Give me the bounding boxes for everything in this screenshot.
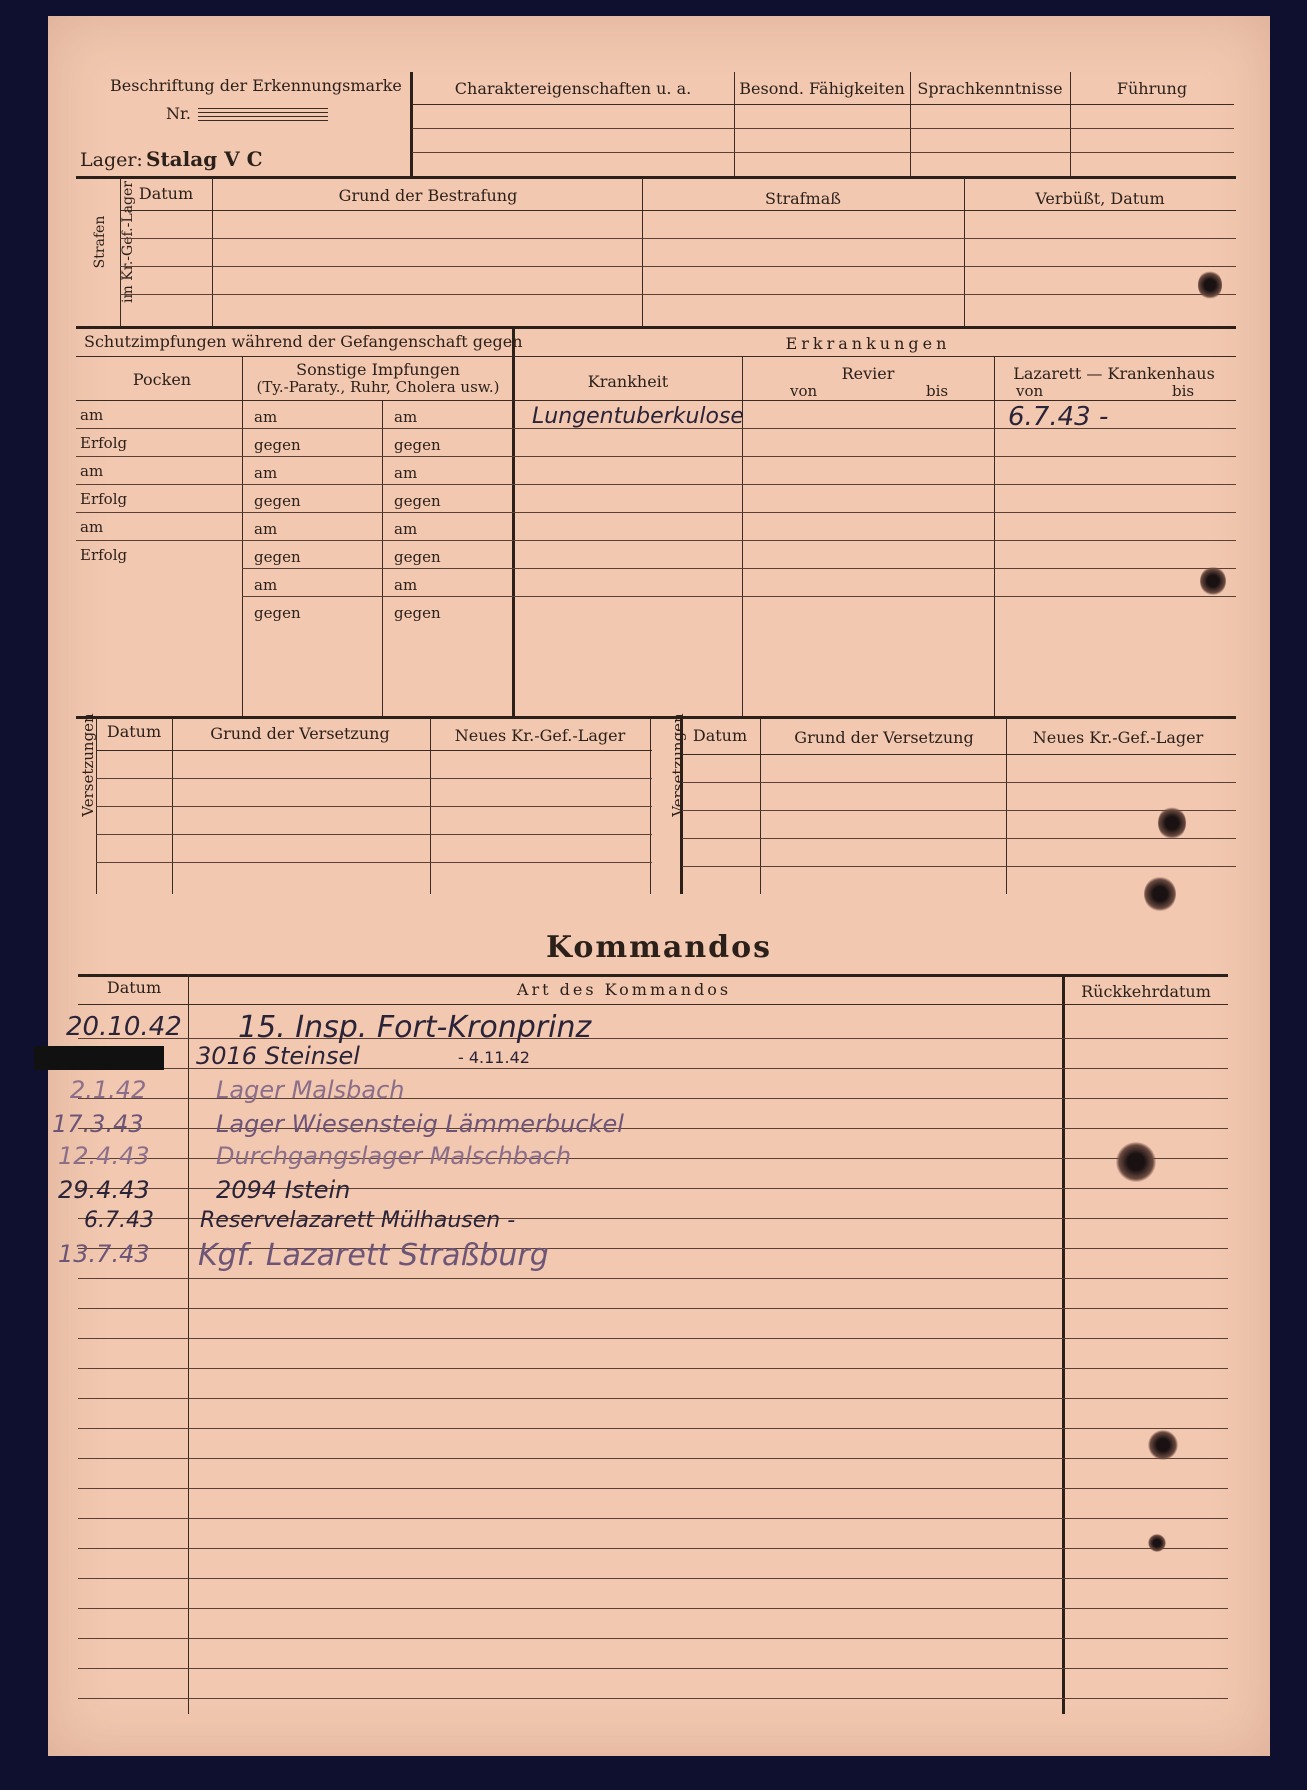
rule	[120, 238, 1236, 239]
divider	[1006, 718, 1007, 894]
col-sprach: Sprachkenntnisse	[917, 79, 1063, 98]
erk-col-lazarett: Lazarett — Krankenhaus	[1013, 364, 1215, 383]
kommando-rule	[78, 1578, 1228, 1579]
rule	[76, 484, 1236, 485]
rule	[78, 1004, 1228, 1005]
vers-col-grund-left: Grund der Versetzung	[210, 724, 390, 743]
impf-col-sonstige-sub: (Ty.-Paraty., Ruhr, Cholera usw.)	[256, 378, 500, 396]
kommando-datum: 6.7.43	[84, 1208, 154, 1233]
lager-label: Lager:	[80, 149, 143, 171]
divider	[1070, 72, 1071, 176]
impfungen-header: Schutzimpfungen während der Gefangenschaft gegen	[84, 332, 523, 351]
kommando-datum: 2.1.42	[70, 1076, 147, 1104]
sonstige-right-row: gegen	[394, 548, 441, 566]
rule	[242, 596, 1236, 597]
rule	[412, 128, 1234, 129]
divider	[212, 178, 213, 326]
kommando-art: Durchgangslager Malschbach	[216, 1142, 572, 1170]
tear-hole	[1200, 566, 1226, 596]
kommando-rule	[78, 1308, 1228, 1309]
nr-redaction-lines	[198, 108, 328, 124]
erk-col-krankheit: Krankheit	[587, 372, 669, 391]
rule	[96, 778, 652, 779]
vers-col-lager-right: Neues Kr.-Gef.-Lager	[1032, 728, 1204, 747]
kommando-rule	[78, 1458, 1228, 1459]
vers-col-datum-left: Datum	[106, 722, 162, 741]
tear-hole	[1144, 876, 1176, 912]
divider	[1062, 974, 1065, 1714]
kommando-art: 3016 Steinsel	[196, 1042, 360, 1070]
vers-col-lager-left: Neues Kr.-Gef.-Lager	[454, 726, 626, 745]
kommando-datum: 29.4.43	[58, 1176, 150, 1204]
kommando-art: Lager Wiesensteig Lämmerbuckel	[216, 1110, 624, 1138]
kommando-datum: 20.10.42	[66, 1012, 182, 1042]
col-charakter: Charaktereigenschaften u. a.	[454, 79, 692, 98]
versetzungen-side-label-right: Versetzungen	[669, 713, 687, 817]
rule	[682, 810, 1236, 811]
vers-col-datum-right: Datum	[692, 726, 748, 745]
kommando-datum: 13.7.43	[58, 1240, 150, 1268]
erk-col-revier: Revier	[841, 364, 895, 383]
erkrankungen-header: Erkrankungen	[785, 334, 951, 353]
erk-entry-krankheit: Lungentuberkulose	[532, 404, 744, 429]
sonstige-right-row: gegen	[394, 492, 441, 510]
erk-lazarett-bis: bis	[1172, 382, 1195, 400]
divider	[994, 356, 995, 716]
sonstige-left-row: am	[254, 408, 278, 426]
kommando-rule	[78, 1368, 1228, 1369]
kommandos-col-datum: Datum	[106, 978, 162, 997]
rule	[96, 750, 652, 751]
kommandos-col-rueck: Rückkehrdatum	[1081, 982, 1211, 1001]
divider	[188, 974, 189, 1714]
kommando-extra: - 4.11.42	[458, 1048, 530, 1067]
rule	[120, 266, 1236, 267]
kommando-datum: 17.3.43	[52, 1110, 144, 1138]
rule	[76, 456, 1236, 457]
rule	[412, 104, 1234, 105]
sonstige-right-row: am	[394, 464, 418, 482]
rule	[76, 540, 1236, 541]
sonstige-left-row: gegen	[254, 492, 301, 510]
record-card	[48, 16, 1270, 1756]
sonstige-right-row: am	[394, 576, 418, 594]
pocken-row: am	[80, 518, 104, 536]
strafen-col-strafmass: Strafmaß	[765, 189, 841, 208]
rule	[120, 210, 1236, 211]
erk-lazarett-von: von	[1016, 382, 1044, 400]
sonstige-right-row: gegen	[394, 436, 441, 454]
divider	[964, 178, 965, 326]
sonstige-right-row: am	[394, 520, 418, 538]
rule	[682, 866, 1236, 867]
sonstige-left-row: gegen	[254, 436, 301, 454]
kommando-rule	[78, 1668, 1228, 1669]
tear-hole	[1116, 1142, 1156, 1182]
strafen-side-label-1: Strafen	[92, 215, 108, 269]
kommando-art: Reservelazarett Mülhausen -	[200, 1208, 516, 1233]
rule	[76, 400, 1236, 401]
divider	[642, 178, 643, 326]
rule	[76, 326, 1236, 329]
sonstige-left-row: gegen	[254, 604, 301, 622]
rule	[120, 294, 1236, 295]
rule	[76, 176, 1236, 179]
tear-hole	[1158, 806, 1186, 840]
vers-col-grund-right: Grund der Versetzung	[794, 728, 974, 747]
pocken-row: Erfolg	[80, 490, 128, 508]
sonstige-left-row: gegen	[254, 548, 301, 566]
tear-hole	[1148, 1534, 1166, 1552]
tear-hole	[1148, 1430, 1178, 1460]
sonstige-right-row: gegen	[394, 604, 441, 622]
kommando-rule	[78, 1278, 1228, 1279]
rule	[96, 806, 652, 807]
kommando-rule	[78, 1518, 1228, 1519]
erk-revier-bis: bis	[926, 382, 949, 400]
kommando-art: 15. Insp. Fort-Kronprinz	[238, 1010, 592, 1045]
erk-entry-lazarett-von: 6.7.43 -	[1008, 402, 1109, 432]
col-fuehrung: Führung	[1116, 79, 1188, 98]
nr-label: Nr.	[166, 104, 191, 123]
pocken-row: am	[80, 406, 104, 424]
divider	[512, 328, 515, 716]
divider	[382, 400, 383, 716]
marke-label: Beschriftung der Erkennungsmarke	[110, 76, 402, 95]
sonstige-left-row: am	[254, 464, 278, 482]
kommando-rule	[78, 1638, 1228, 1639]
rule	[682, 782, 1236, 783]
kommando-rule	[78, 1698, 1228, 1699]
rule	[76, 512, 1236, 513]
rule	[412, 152, 1234, 153]
kommando-art: Kgf. Lazarett Straßburg	[198, 1238, 549, 1273]
pocken-row: am	[80, 462, 104, 480]
kommando-rule	[78, 1548, 1228, 1549]
rule	[76, 356, 1236, 357]
strafen-col-datum: Datum	[138, 184, 194, 203]
kommando-rule	[78, 1488, 1228, 1489]
sonstige-left-row: am	[254, 576, 278, 594]
divider	[120, 178, 121, 326]
rule	[96, 862, 652, 863]
rule	[682, 838, 1236, 839]
rule	[78, 974, 1228, 977]
rule	[242, 568, 1236, 569]
rule	[76, 716, 1236, 719]
impf-col-pocken: Pocken	[132, 370, 192, 389]
versetzungen-side-label-left: Versetzungen	[79, 713, 97, 817]
kommando-datum-redacted	[34, 1046, 164, 1070]
tear-hole	[1198, 270, 1222, 300]
strafen-col-grund: Grund der Bestrafung	[338, 186, 518, 205]
pocken-row: Erfolg	[80, 546, 128, 564]
pocken-row: Erfolg	[80, 434, 128, 452]
kommando-rule	[78, 1428, 1228, 1429]
kommandos-title: Kommandos	[545, 930, 773, 965]
kommando-rule	[78, 1608, 1228, 1609]
kommando-rule	[78, 1338, 1228, 1339]
strafen-col-verbuesst: Verbüßt, Datum	[1035, 189, 1165, 208]
kommando-art: 2094 Istein	[216, 1176, 351, 1204]
rule	[682, 754, 1236, 755]
kommando-datum: 12.4.43	[58, 1142, 150, 1170]
kommandos-col-art: Art des Kommandos	[516, 980, 732, 999]
kommando-art: Lager Malsbach	[216, 1076, 405, 1104]
divider	[910, 72, 911, 176]
erk-revier-von: von	[790, 382, 818, 400]
divider	[410, 72, 413, 176]
kommando-rule	[78, 1398, 1228, 1399]
lager-value: Stalag V C	[146, 147, 263, 171]
sonstige-right-row: am	[394, 408, 418, 426]
divider	[734, 72, 735, 176]
strafen-side-label-2: im Kr.-Gef.-Lager	[120, 181, 136, 303]
divider	[760, 718, 761, 894]
divider	[680, 718, 683, 894]
col-faehig: Besond. Fähigkeiten	[739, 79, 905, 98]
divider	[242, 356, 243, 716]
impf-col-sonstige: Sonstige Impfungen	[296, 360, 460, 379]
sonstige-left-row: am	[254, 520, 278, 538]
rule	[96, 834, 652, 835]
